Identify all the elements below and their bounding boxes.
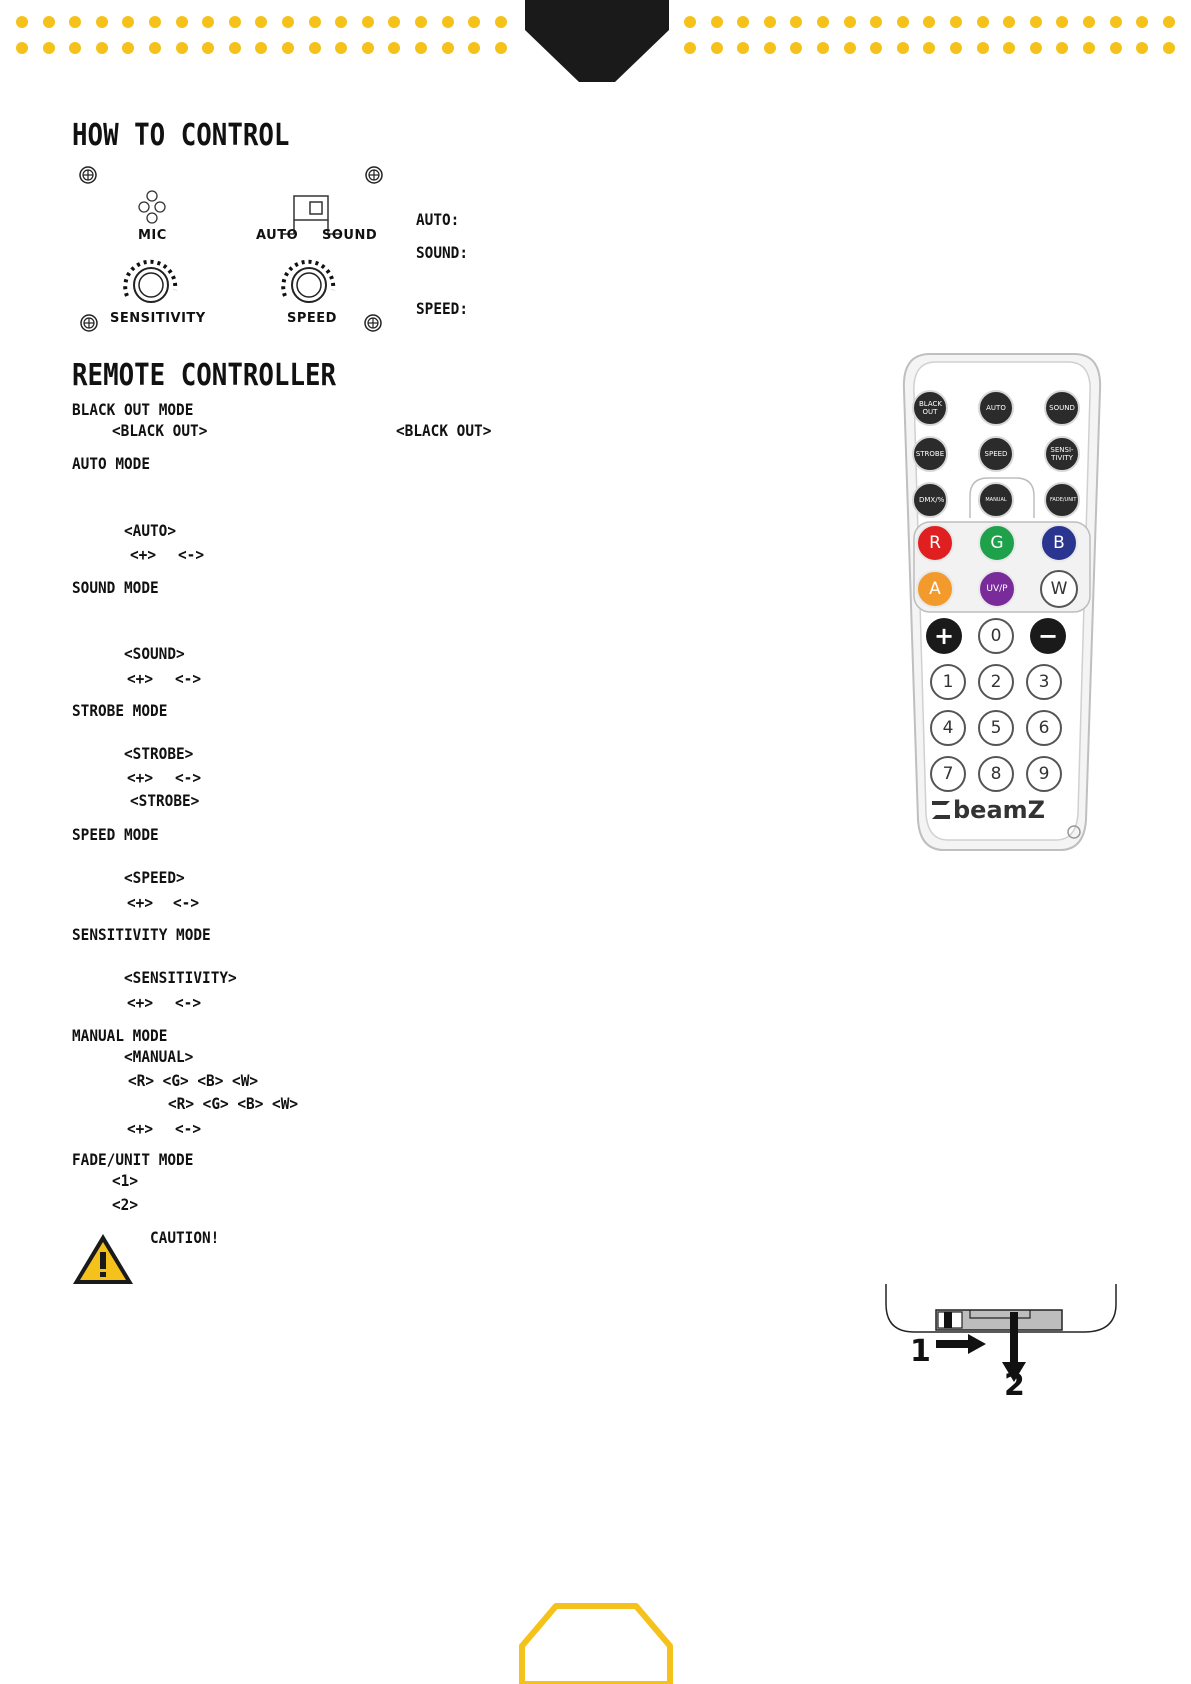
remote-button-7[interactable]: 7 (930, 756, 966, 792)
speed-definition: SPEED: (416, 299, 469, 318)
sound-switch-label: SOUND (322, 228, 378, 243)
header-dot (415, 16, 427, 28)
remote-button-green[interactable]: G (978, 524, 1016, 562)
remote-button-fade-unit[interactable]: FADE/UNIT (1044, 482, 1080, 518)
step-1-label: 1 (910, 1334, 931, 1369)
mode-line: <MANUAL> (124, 1047, 194, 1066)
header-dot (1030, 16, 1042, 28)
auto-switch-label: AUTO (256, 228, 299, 243)
header-dot (16, 16, 28, 28)
header-dot (442, 42, 454, 54)
header-dot (16, 42, 28, 54)
screw-icon (364, 314, 382, 332)
header-dot (69, 16, 81, 28)
mode-line: <BLACK OUT> (112, 421, 208, 440)
remote-button-1[interactable]: 1 (930, 664, 966, 700)
header-tab-shape (525, 0, 669, 84)
warning-icon (71, 1232, 135, 1286)
remote-button-9[interactable]: 9 (1026, 756, 1062, 792)
header-dot (817, 42, 829, 54)
remote-button-5[interactable]: 5 (978, 710, 1014, 746)
header-dot (790, 16, 802, 28)
header-dot (362, 42, 374, 54)
remote-button-6[interactable]: 6 (1026, 710, 1062, 746)
mode-line: <+> (127, 669, 154, 688)
header-dot (764, 16, 776, 28)
header-dot (202, 16, 214, 28)
mode-line: <+> (130, 545, 157, 564)
header-dot (255, 16, 267, 28)
header-dot (43, 42, 55, 54)
header-dot (897, 42, 909, 54)
header-dot (229, 42, 241, 54)
remote-button-blue[interactable]: B (1040, 524, 1078, 562)
remote-button-3[interactable]: 3 (1026, 664, 1062, 700)
sound-definition: SOUND: (416, 243, 469, 262)
speed-label: SPEED (287, 311, 337, 326)
header-dot (176, 16, 188, 28)
header-dot (844, 16, 856, 28)
mode-line: <AUTO> (124, 521, 177, 540)
mode-line: <1> (112, 1171, 139, 1190)
remote-button-sound[interactable]: SOUND (1044, 390, 1080, 426)
header-dot (96, 16, 108, 28)
header-dot (495, 16, 507, 28)
header-dot (442, 16, 454, 28)
mode-line: <R> <G> <B> <W> (128, 1071, 259, 1090)
header-dot (309, 16, 321, 28)
remote-button-strobe[interactable]: STROBE (912, 436, 948, 472)
header-dot (468, 42, 480, 54)
header-dot (790, 42, 802, 54)
caution-label: CAUTION! (150, 1228, 220, 1247)
header-dot (1163, 42, 1175, 54)
screw-icon (365, 166, 383, 184)
header-dot (255, 42, 267, 54)
control-panel (72, 162, 392, 338)
remote-button-black-out[interactable]: BLACK OUT (912, 390, 948, 426)
header-dot (176, 42, 188, 54)
footer-hexagon (518, 1600, 674, 1684)
mode-line: <2> (112, 1195, 139, 1214)
header-dot (122, 16, 134, 28)
brand-logo: beamZ (930, 796, 1045, 824)
mode-line: <-> (173, 893, 200, 912)
header-dot (897, 16, 909, 28)
remote-button-sensitivity[interactable]: SENSI-TIVITY (1044, 436, 1080, 472)
header-dot (923, 42, 935, 54)
header-dot (229, 16, 241, 28)
header-dot (1003, 16, 1015, 28)
header-dot (309, 42, 321, 54)
mode-heading-sensitivity: SENSITIVITY MODE (72, 925, 211, 944)
header-dot (844, 42, 856, 54)
step-2-label: 2 (1004, 1368, 1025, 1403)
header-dot (977, 42, 989, 54)
auto-definition: AUTO: (416, 210, 460, 229)
header-dot (335, 42, 347, 54)
mode-heading-manual: MANUAL MODE (72, 1026, 168, 1045)
mode-line: <-> (175, 768, 202, 787)
remote-button-manual[interactable]: MANUAL (978, 482, 1014, 518)
header-dots-right (684, 16, 1184, 62)
mode-line: <+> (127, 893, 154, 912)
screw-icon (79, 166, 97, 184)
mode-line: <-> (175, 669, 202, 688)
sensitivity-label: SENSITIVITY (110, 311, 206, 326)
header-dot (764, 42, 776, 54)
mic-label: MIC (138, 228, 167, 243)
remote-illustration (900, 350, 1104, 854)
remote-controller-title: REMOTE CONTROLLER (72, 358, 337, 393)
mode-heading-sound: SOUND MODE (72, 578, 159, 597)
mode-line: <SPEED> (124, 868, 185, 887)
header-dot (96, 42, 108, 54)
header-dot (1083, 42, 1095, 54)
remote-button-white[interactable]: W (1040, 570, 1078, 608)
mode-line: <SOUND> (124, 644, 185, 663)
header-dot (69, 42, 81, 54)
mode-line: <+> (127, 768, 154, 787)
header-dot (711, 16, 723, 28)
header-dot (977, 16, 989, 28)
header-dot (1136, 42, 1148, 54)
remote-button-8[interactable]: 8 (978, 756, 1014, 792)
header-dot (415, 42, 427, 54)
remote-button-2[interactable]: 2 (978, 664, 1014, 700)
header-dot (335, 16, 347, 28)
remote-button-dmx[interactable]: DMX/% (912, 482, 948, 518)
header-dot (468, 16, 480, 28)
mode-heading-speed: SPEED MODE (72, 825, 159, 844)
how-to-control-title: HOW TO CONTROL (72, 118, 290, 153)
mode-line: <+> (127, 993, 154, 1012)
mode-heading-auto: AUTO MODE (72, 454, 151, 473)
remote-button-speed[interactable]: SPEED (978, 436, 1014, 472)
header-dot (1163, 16, 1175, 28)
header-dot (362, 16, 374, 28)
header-dot (1056, 16, 1068, 28)
header-dot (950, 42, 962, 54)
header-dot (737, 42, 749, 54)
mic-icon (132, 190, 172, 226)
remote-button-amber[interactable]: A (916, 570, 954, 608)
header-dot (737, 16, 749, 28)
header-dot (684, 42, 696, 54)
mode-line: <-> (175, 993, 202, 1012)
mode-heading-fade-unit: FADE/UNIT MODE (72, 1150, 194, 1169)
remote-button-auto[interactable]: AUTO (978, 390, 1014, 426)
remote-button-minus[interactable]: − (1030, 618, 1066, 654)
mode-heading-black-out: BLACK OUT MODE (72, 400, 194, 419)
mode-line: <-> (178, 545, 205, 564)
header-dot (388, 16, 400, 28)
header-dot (149, 16, 161, 28)
remote-button-red[interactable]: R (916, 524, 954, 562)
sensitivity-knob-icon (118, 254, 184, 312)
header-dot (684, 16, 696, 28)
header-dot (282, 16, 294, 28)
mode-line: <STROBE> (124, 744, 194, 763)
remote-button-uv[interactable]: UV/P (978, 570, 1016, 608)
header-dot (1030, 42, 1042, 54)
header-dot (43, 16, 55, 28)
mode-line: <BLACK OUT> (396, 421, 492, 440)
header-dot (870, 16, 882, 28)
header-dot (817, 16, 829, 28)
header-dot (495, 42, 507, 54)
screw-icon (80, 314, 98, 332)
header-dot (1110, 16, 1122, 28)
header-dots-left (16, 16, 516, 62)
header-dot (950, 16, 962, 28)
brand-z-icon (930, 799, 952, 821)
header-dot (1136, 16, 1148, 28)
header-dot (1110, 42, 1122, 54)
header-dot (282, 42, 294, 54)
mode-heading-strobe: STROBE MODE (72, 701, 168, 720)
header-dot (923, 16, 935, 28)
mode-line: <+> (127, 1119, 154, 1138)
header-dot (1083, 16, 1095, 28)
speed-knob-icon (276, 254, 342, 312)
header-dot (202, 42, 214, 54)
header-dot (711, 42, 723, 54)
header-dot (1003, 42, 1015, 54)
battery-diagram (880, 1282, 1120, 1402)
header-dot (122, 42, 134, 54)
mode-line: <-> (175, 1119, 202, 1138)
remote-button-4[interactable]: 4 (930, 710, 966, 746)
header-dot (388, 42, 400, 54)
mode-line: <STROBE> (130, 791, 200, 810)
mode-line: <SENSITIVITY> (124, 968, 237, 987)
header-dot (1056, 42, 1068, 54)
header-dot (870, 42, 882, 54)
header-dot (149, 42, 161, 54)
remote-button-plus[interactable]: + (926, 618, 962, 654)
mode-line: <R> <G> <B> <W> (168, 1094, 299, 1113)
remote-button-0[interactable]: 0 (978, 618, 1014, 654)
